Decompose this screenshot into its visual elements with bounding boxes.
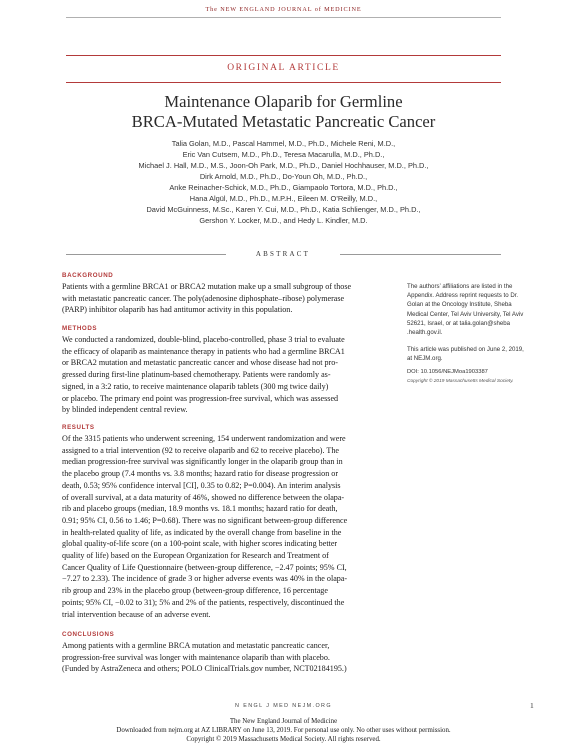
text-line: signed, in a 3:2 ratio, to receive maintenance olaparib tablets (300 mg twice daily) [62, 381, 329, 391]
background-heading: BACKGROUND [62, 272, 114, 279]
text-line: progression-free survival was longer with maintenance olaparib than with placebo. [62, 652, 330, 662]
author-list [40, 138, 527, 226]
download-line: Downloaded from nejm.org at AZ LIBRARY on June 13, 2019. For personal use only. No other uses without permission. [116, 727, 451, 734]
text-line: gressed during first-line platinum-based chemotherapy. Patients were randomly as- [62, 370, 331, 380]
text-line: 0.91; 95% CI, 0.56 to 1.46; P=0.68). There was no significant between-group difference [62, 515, 348, 525]
text-line: Of the 3315 patients who underwent screening, 154 underwent randomization and were [62, 434, 346, 443]
text-line: trial intervention because of an adverse event. [62, 609, 211, 619]
text-line: the efficacy of olaparib as maintenance therapy in patients who had a germline BRCA1 [62, 346, 345, 356]
text-line: quality of life) based on the European Organization for Research and Treatment of [62, 551, 329, 561]
text-line: −7.27 to 2.33). The incidence of grade 3 or higher adverse events was 40% in the olapa- [62, 574, 348, 584]
methods-heading: METHODS [62, 325, 98, 332]
article-type-label: ORIGINAL ARTICLE [227, 63, 340, 73]
abstract-rule-left [66, 254, 226, 255]
author-line: Anke Reinacher-Schick, M.D., Ph.D., Giampaolo Tortora, M.D., Ph.D., [169, 183, 398, 192]
download-line: Copyright © 2019 Massachusetts Medical Society. All rights reserved. [186, 736, 381, 743]
sidebar-line: at NEJM.org. [407, 355, 443, 363]
text-line: of overall survival, at a data maturity of 46%, showed no difference between the olapa- [62, 492, 345, 502]
results-text [62, 433, 399, 620]
conclusions-text [62, 640, 399, 675]
sidebar-line: .health.gov.il. [407, 329, 443, 337]
footer-journal-line: N ENGL J MED NEJM.ORG [235, 703, 332, 709]
article-title [0, 92, 567, 132]
author-line: David McGuinness, M.Sc., Karen Y. Cui, M.D., Ph.D., Katia Schlienger, M.D., Ph.D., [146, 205, 421, 214]
author-line: Dirk Arnold, M.D., Ph.D., Do-Youn Oh, M.D., Ph.D., [199, 172, 368, 181]
journal-header: The NEW ENGLAND JOURNAL of MEDICINE [205, 6, 362, 13]
text-line: Among patients with a germline BRCA mutation and metastatic pancreatic cancer, [62, 641, 330, 650]
page-number: 1 [530, 701, 534, 710]
author-line: Talia Golan, M.D., Pascal Hammel, M.D., Ph.D., Michele Reni, M.D., [171, 139, 396, 148]
author-affiliations-note [407, 282, 545, 337]
title-line-1: Maintenance Olaparib for Germline [164, 92, 403, 111]
text-line: or placebo. The primary end point was progression-free survival, which was assessed [62, 393, 339, 403]
text-line: rib and placebo groups (median, 18.9 months vs. 18.1 months; hazard ratio for death, [62, 504, 338, 514]
text-line: (PARP) inhibitor olaparib has had antitumor activity in this population. [62, 305, 293, 315]
text-line: rib group and 23% in the placebo group (between-group difference, 16 percentage [62, 586, 328, 596]
text-line: median progression-free survival was significantly longer in the olaparib group than in [62, 457, 343, 467]
text-line: We conducted a randomized, double-blind, placebo-controlled, phase 3 trial to evaluate [62, 335, 345, 344]
text-line: Cancer Quality of Life Questionnaire (between-group difference, −2.47 points; 95% CI, [62, 562, 347, 572]
author-line: Michael J. Hall, M.D., M.S., Joon-Oh Park, M.D., Ph.D., Daniel Hochhauser, M.D., Ph.D., [138, 161, 429, 170]
text-line: death, 0.53; 95% confidence interval [CI], 0.35 to 0.82; P=0.004). An interim analysis [62, 480, 341, 490]
text-line: with metastatic pancreatic cancer. The poly(adenosine diphosphate–ribose) polymerase [62, 293, 345, 303]
doi-link[interactable]: DOI: 10.1056/NEJMoa1903387 [407, 369, 488, 375]
text-line: (Funded by AstraZeneca and others; POLO ClinicalTrials.gov number, NCT02184195.) [62, 664, 347, 674]
publication-note [407, 345, 545, 363]
methods-text [62, 334, 399, 416]
sidebar-line: This article was published on June 2, 2019, [407, 346, 524, 353]
sidebar-line: Medical Center, Tel Aviv University, Tel Aviv [407, 310, 524, 318]
text-line: points; 95% CI, −0.02 to 31); 5% and 2% of the patients, respectively, discontinued the [62, 597, 345, 607]
download-line: The New England Journal of Medicine [229, 718, 338, 725]
sidebar-line: 52621, Israel, or at talia.golan@sheba [407, 319, 511, 327]
sidebar-line: The authors’ affiliations are listed in the [407, 283, 513, 290]
results-heading: RESULTS [62, 424, 95, 431]
copyright-note: Copyright © 2019 Massachusetts Medical Society. [407, 379, 514, 384]
conclusions-heading: CONCLUSIONS [62, 631, 115, 638]
author-line: Gershon Y. Locker, M.D., and Hedy L. Kindler, M.D. [199, 216, 368, 225]
text-line: by blinded independent central review. [62, 405, 188, 415]
text-line: or BRCA2 mutation and metastatic pancreatic cancer and whose disease had not pro- [62, 358, 338, 368]
sidebar-line: Golan at the Oncology Institute, Sheba [407, 301, 512, 309]
title-line-2: BRCA-Mutated Metastatic Pancreatic Cancer [131, 112, 436, 131]
abstract-rule-right [340, 254, 501, 255]
text-line: in health-related quality of life, as indicated by the overall change from baseline in the [62, 527, 342, 537]
abstract-heading: ABSTRACT [255, 250, 311, 258]
download-notice [0, 717, 567, 744]
background-text [62, 281, 399, 316]
text-line: global quality-of-life score (on a 100-point scale, with higher scores indicating better [62, 539, 338, 549]
header-divider [66, 17, 501, 18]
sidebar-line: Appendix. Address reprint requests to Dr. [407, 292, 519, 300]
text-line: the placebo group (7.4 months vs. 3.8 months; hazard ratio for disease progression or [62, 469, 339, 479]
author-line: Hana Algül, M.D., Ph.D., M.P.H., Eileen M. O’Reilly, M.D., [189, 194, 378, 203]
author-line: Eric Van Cutsem, M.D., Ph.D., Teresa Macarulla, M.D., Ph.D., [182, 150, 385, 159]
text-line: Patients with a germline BRCA1 or BRCA2 mutation make up a small subgroup of those [62, 282, 352, 291]
text-line: assigned to a trial intervention (92 to receive olaparib and 62 to receive placebo). The [62, 445, 339, 455]
